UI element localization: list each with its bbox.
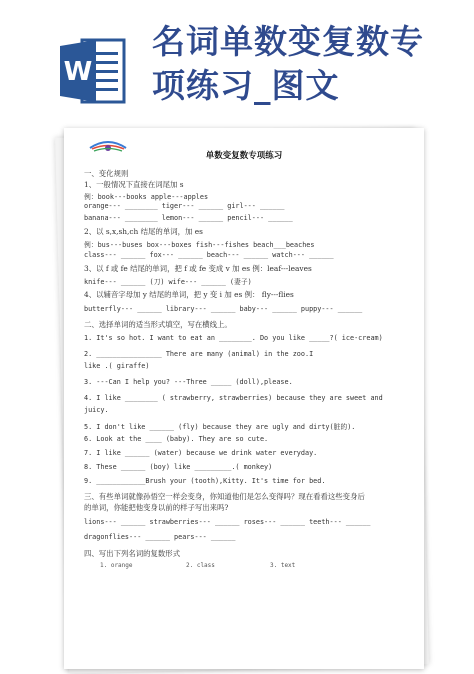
section-heading: 四、写出下列名词的复数形式: [84, 549, 181, 558]
question-line: 5. I don't like ______ (fly) because they are ugly and dirty(脏的).: [84, 423, 356, 431]
word-doc-icon: [60, 36, 126, 106]
exercise-line: knife--- ______ (刀) wife--- ______ (妻子): [84, 278, 252, 286]
exercise-line: banana--- ________ lemon--- ______ pencil--- ______: [84, 214, 293, 222]
section-heading: 一、变化规则: [84, 169, 129, 178]
title-line-2: 项练习_图文: [152, 66, 340, 105]
question-line: like .( giraffe): [84, 362, 150, 370]
question-line: 7. I like ______ (water) because we drink water everyday.: [84, 449, 318, 457]
document-preview: [64, 128, 424, 669]
question-line: 6. Look at the ____ (baby). They are so cute.: [84, 435, 269, 443]
question-line: juicy.: [84, 406, 109, 414]
option-item: 1. orange: [100, 562, 133, 569]
example-line: 例：book---books apple---apples: [84, 193, 209, 201]
rule-line: 3、以 f 或 fe 结尾的单词，把 f 或 fe 变成 v 加 es 例：leaf---leaves: [84, 264, 312, 273]
question-line: 3. ---Can I help you? ---Three _____ (doll),please.: [84, 378, 293, 386]
section-heading: 二、选择单词的适当形式填空，写在横线上。: [84, 320, 232, 329]
section-heading-cont: 的单词，你能把他变身以前的样子写出来吗?: [84, 503, 229, 512]
exercise-line: dragonflies--- ______ pears--- ______: [84, 533, 236, 541]
exercise-line: orange--- ________ tiger--- ______ girl--- ______: [84, 202, 285, 210]
exercise-line: butterfly--- ______ library--- ______ baby--- ______ puppy--- ______: [84, 305, 363, 313]
rule-line: 1、一般情况下直接在词尾加 s: [84, 180, 184, 189]
question-line: 2. ________________ There are many (animal) in the zoo.I: [84, 350, 314, 358]
exercise-line: lions--- ______ strawberries--- ______ roses--- ______ teeth--- ______: [84, 518, 371, 526]
example-line: 例：bus---buses box---boxes fish---fishes beach___beaches: [84, 241, 315, 249]
page-title: [152, 20, 472, 108]
rule-line: 2、以 s,x,sh,ch 结尾的单词，加 es: [84, 227, 203, 236]
svg-text:W: W: [63, 57, 93, 87]
document-title: 单数变复数专项练习: [205, 151, 283, 161]
title-line-1: 名词单数变复数专: [152, 22, 424, 61]
question-line: 4. I like ________ ( strawberry, strawberries) because they are sweet and: [84, 394, 383, 402]
option-item: 3. text: [270, 562, 296, 569]
exercise-line: class--- ______ fox--- ______ beach--- ______ watch--- ______: [84, 251, 334, 259]
question-line: 9. ____________Brush your (tooth),Kitty. It's time for bed.: [84, 477, 326, 485]
option-item: 2. class: [186, 562, 215, 569]
rule-line: 4、以辅音字母加 y 结尾的单词，把 y 变 i 加 es 例： fly---flies: [84, 290, 294, 299]
question-line: 8. These ______ (boy) like _________.( monkey): [84, 463, 273, 471]
question-line: 1. It's so hot. I want to eat an ________. Do you like _____?( ice-cream): [84, 334, 383, 342]
header-banner: [0, 0, 474, 125]
section-heading: 三、有些单词就像孙悟空一样会变身，你知道他们是怎么变得吗？现在看看这些变身后: [84, 492, 365, 501]
